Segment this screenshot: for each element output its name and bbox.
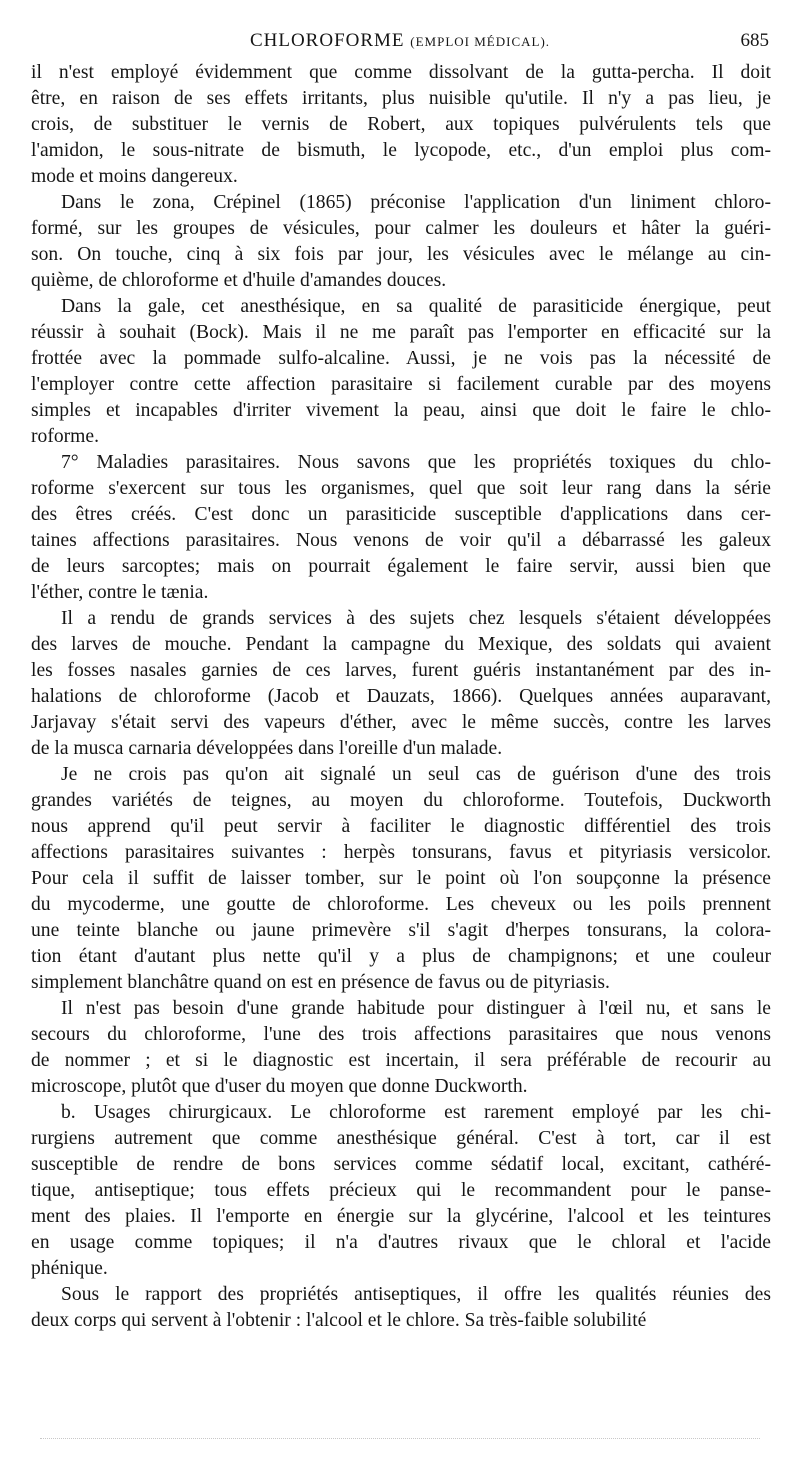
text-line: son. On touche, cinq à six fois par jour, les vésicules avec le mélange au cin- [31,244,771,265]
text-line: frottée avec la pommade sulfo-alcaline. Aussi, je ne vois pas la nécessité de [31,348,771,369]
text-line: Dans le zona, Crépinel (1865) préconise l'application d'un liniment chloro- [61,192,771,213]
text-line: des êtres créés. C'est donc un parasiticide susceptible d'applications dans cer- [31,504,771,525]
text-line: formé, sur les groupes de vésicules, pour calmer les douleurs et hâter la guéri- [31,218,771,239]
paragraph [31,762,771,996]
text-line: ment des plaies. Il l'emporte en énergie sur la glycérine, l'alcool et les teintures [31,1206,771,1227]
text-line: tique, antiseptique; tous effets précieux qui le recommandent pour le panse- [31,1180,771,1201]
text-line: Dans la gale, cet anesthésique, en sa qualité de parasiticide énergique, peut [61,296,771,317]
text-line: de leurs sarcoptes; mais on pourrait également le faire servir, aussi bien que [31,556,771,577]
paragraph [31,1100,771,1282]
text-line: susceptible de rendre de bons services comme sédatif local, excitant, cathéré- [31,1154,771,1175]
text-line: roforme. [31,426,100,447]
running-header [0,30,800,56]
text-line: de nommer ; et si le diagnostic est incertain, il sera préférable de recourir au [31,1050,771,1071]
text-line: Il a rendu de grands services à des sujets chez lesquels s'étaient développées [61,608,771,629]
text-line: de la musca carnaria développées dans l'oreille d'un malade. [31,738,503,759]
paragraph [31,450,771,606]
text-line: quième, de chloroforme et d'huile d'amandes douces. [31,270,447,291]
paragraph [31,996,771,1100]
text-line: Je ne crois pas qu'on ait signalé un seul cas de guérison d'une des trois [61,764,771,785]
text-line: Il n'est pas besoin d'une grande habitude pour distinguer à l'œil nu, et sans le [61,998,771,1019]
paragraph [31,190,771,294]
text-line: deux corps qui servent à l'obtenir : l'alcool et le chlore. Sa très-faible solubilité [31,1310,647,1331]
text-line: simples et incapables d'irriter vivement la peau, ainsi que doit le faire le chlo- [31,400,771,421]
text-line: en usage comme topiques; il n'a d'autres rivaux que le chloral et l'acide [31,1232,771,1253]
header-subtitle: (EMPLOI MÉDICAL). [410,34,551,49]
text-line: tion étant d'autant plus nette qu'il y a plus de champignons; et une couleur [31,946,771,967]
text-line: microscope, plutôt que d'user du moyen que donne Duckworth. [31,1076,528,1097]
text-line: l'employer contre cette affection parasitaire si facilement curable par des moyens [31,374,771,395]
text-line: réussir à souhait (Bock). Mais il ne me paraît pas l'emporter en efficacité sur la [31,322,771,343]
text-line: du mycoderme, une goutte de chloroforme. Les cheveux ou les poils prennent [31,894,771,915]
text-line: halations de chloroforme (Jacob et Dauzats, 1866). Quelques années auparavant, [31,686,771,707]
text-line: nous apprend qu'il peut servir à faciliter le diagnostic différentiel des trois [31,816,771,837]
text-line: affections parasitaires suivantes : herpès tonsurans, favus et pityriasis versicolor. [31,842,771,863]
paragraph [31,294,771,450]
scan-artifact-line [40,1438,760,1441]
text-line: Sous le rapport des propriétés antiseptiques, il offre les qualités réunies des [61,1284,771,1305]
paragraph [31,60,771,190]
text-line: mode et moins dangereux. [31,166,238,187]
text-line: les fosses nasales garnies de ces larves, furent guéris instantanément par des in- [31,660,771,681]
text-line: roforme s'exercent sur tous les organismes, quel que soit leur rang dans la série [31,478,771,499]
running-title [0,30,800,52]
text-line: secours du chloroforme, l'une des trois affections parasitaires que nous venons [31,1024,771,1045]
text-line: rurgiens autrement que comme anesthésique général. C'est à tort, car il est [31,1128,771,1149]
page-number: 685 [740,30,769,51]
text-line: taines affections parasitaires. Nous venons de voir qu'il a débarrassé les galeux [31,530,771,551]
paragraph [31,606,771,762]
text-line: 7° Maladies parasitaires. Nous savons que les propriétés toxiques du chlo- [61,452,771,473]
text-line: b. Usages chirurgicaux. Le chloroforme est rarement employé par les chi- [61,1102,771,1123]
text-line: crois, de substituer le vernis de Robert, aux topiques pulvérulents tels que [31,114,771,135]
body-text [31,60,771,1334]
paragraph [31,1282,771,1334]
text-line: une teinte blanche ou jaune primevère s'il s'agit d'herpes tonsurans, la colora- [31,920,771,941]
text-line: l'éther, contre le tænia. [31,582,209,603]
header-title: CHLOROFORME [249,30,405,51]
text-line: l'amidon, le sous-nitrate de bismuth, le lycopode, etc., d'un emploi plus com- [31,140,771,161]
text-line: des larves de mouche. Pendant la campagne du Mexique, des soldats qui avaient [31,634,771,655]
text-line: grandes variétés de teignes, au moyen du chloroforme. Toutefois, Duckworth [31,790,771,811]
text-line: il n'est employé évidemment que comme dissolvant de la gutta-percha. Il doit [31,62,771,83]
text-line: phénique. [31,1258,108,1279]
text-line: Pour cela il suffit de laisser tomber, sur le point où l'on soupçonne la présence [31,868,771,889]
text-line: simplement blanchâtre quand on est en présence de favus ou de pityriasis. [31,972,610,993]
text-line: Jarjavay s'était servi des vapeurs d'éther, avec le même succès, contre les larves [31,712,771,733]
text-line: être, en raison de ses effets irritants, plus nuisible qu'utile. Il n'y a pas lieu, je [31,88,771,109]
